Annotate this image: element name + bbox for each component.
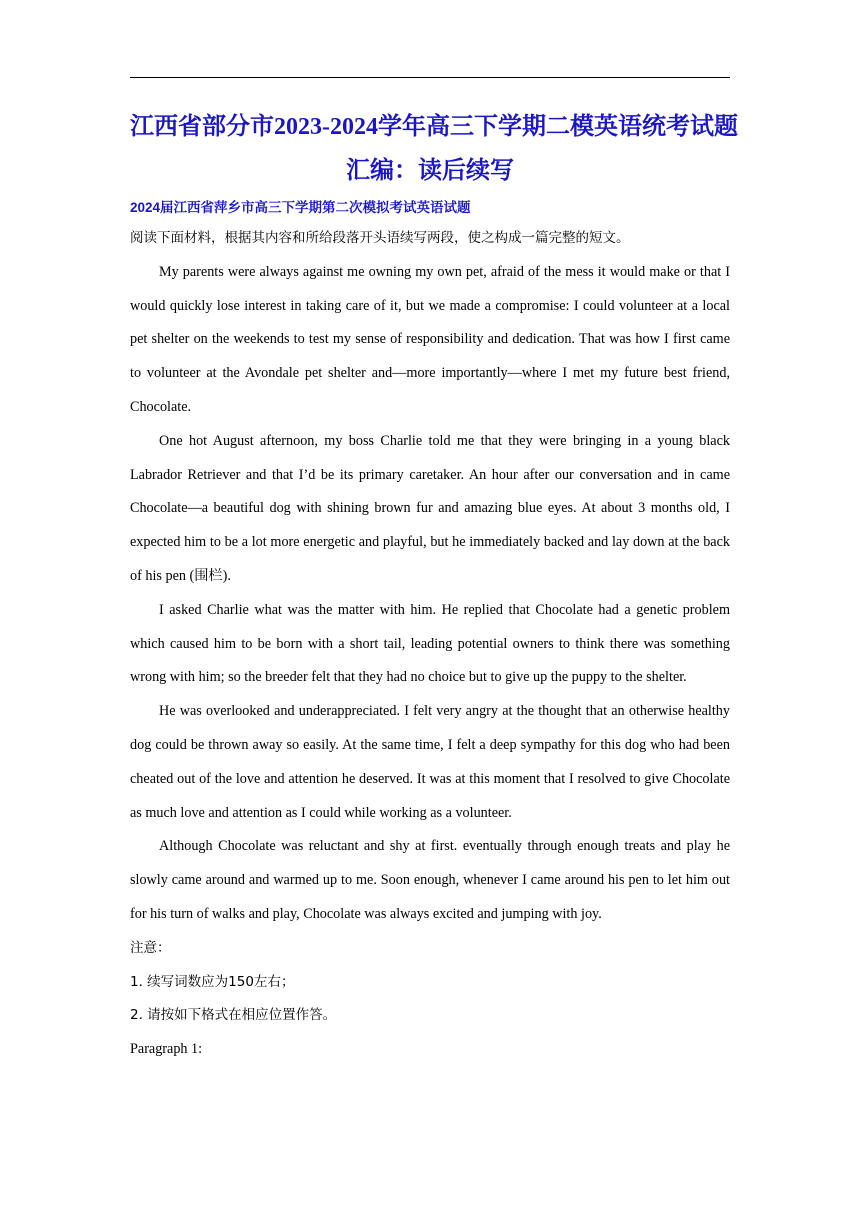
source-heading: 2024届江西省萍乡市高三下学期第二次模拟考试英语试题 [130, 200, 471, 215]
note-item-1: 1. 续写词数应为150左右； [130, 973, 295, 990]
passage-paragraph-2: One hot August afternoon, my boss Charlie told me that they were bringing in a young black Labrador Retriever and that I’d be its primary caretaker. An hour after our conversation and in came Chocolate—a beautiful dog with shining brown fur and amazing blue eyes. At about 3 months old, I expected him to be a lot more energetic and playful, but he immediately backed and lay down at the back of his pen (围栏). [130, 432, 730, 584]
passage-paragraph-4: He was overlooked and underappreciated. I felt very angry at the thought that an otherwise healthy dog could be thrown away so easily. At the same time, I felt a deep sympathy for this dog who had been cheated out of the love and attention he deserved. It was at this moment that I resolved to give Chocolate as much love and attention as I could while working as a volunteer. [130, 703, 730, 821]
note-item-2: 2. 请按如下格式在相应位置作答。 [130, 1007, 337, 1024]
header-rule [130, 77, 730, 78]
passage-paragraph-5: Although Chocolate was reluctant and shy at first. eventually through enough treats and play he slowly came around and warmed up to me. Soon enough, whenever I came around his pen to let him out for his turn of walks and play, Chocolate was always excited and jumping with joy. [130, 838, 730, 922]
passage-paragraph-1: My parents were always against me owning my own pet, afraid of the mess it would make or that I would quickly lose interest in taking care of it, but we made a compromise: I could volunteer at a local pet shelter on the weekends to test my sense of responsibility and dedication. That was how I first came to volunteer at the Avondale pet shelter and—more importantly—where I met my future best friend, Chocolate. [130, 263, 730, 415]
page-title-line-2: 汇编：读后续写 [346, 158, 514, 184]
document-body [130, 222, 730, 1067]
answer-label: Paragraph 1: [130, 1041, 203, 1058]
notes-heading: 注意： [130, 939, 171, 956]
page-title-line-1: 江西省部分市2023-2024学年高三下学期二模英语统考试题 [130, 114, 738, 140]
instruction-text: 阅读下面材料，根据其内容和所给段落开头语续写两段，使之构成一篇完整的短文。 [130, 230, 630, 246]
passage-paragraph-3: I asked Charlie what was the matter with him. He replied that Chocolate had a genetic problem which caused him to be born with a short tail, leading potential owners to think there was something wrong with him; so the breeder felt that they had no choice but to give up the puppy to the shelter. [130, 601, 730, 686]
